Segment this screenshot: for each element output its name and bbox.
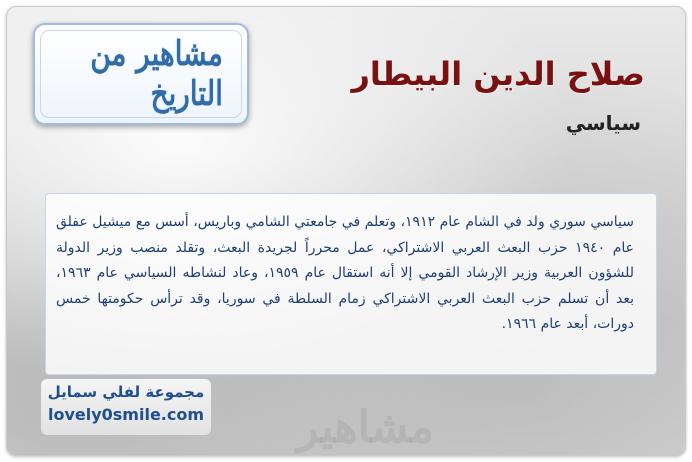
brand-name: مجموعة لفلي سمايل	[47, 383, 205, 401]
card	[6, 6, 686, 456]
logo-text: مشاهير من التاريخ	[90, 34, 223, 114]
bio-text: سياسي سوري ولد في الشام عام ١٩١٢، وتعلم في جامعتي الشامي وباريس، أسس مع ميشيل عفلق عام ١٩٤٠ حزب البعث العربي الاشتراكي، عمل محرراً لجريدة البعث، وتقلد منصب وزير الدولة للشؤون العربية وزير الإرشاد القومي إلا أنه استقال عام ١٩٥٩، وعاد لنشاطه السياسي عام ١٩٦٣، بعد أن تسلم حزب البعث العربي الاشتراكي زمام السلطة في سوريا، وقد ترأس حكومتها خمس دورات، أبعد عام ١٩٦٦.	[56, 214, 635, 332]
person-name: صلاح الدين البيطار	[351, 55, 645, 93]
bio-box	[45, 193, 657, 375]
brand-badge	[41, 379, 211, 435]
logo-badge	[33, 23, 249, 125]
person-role: سياسي	[565, 111, 641, 135]
brand-url: lovely0smile.com	[47, 405, 205, 424]
logo-frame	[40, 30, 242, 118]
background-watermark: مشاهير	[297, 402, 434, 453]
